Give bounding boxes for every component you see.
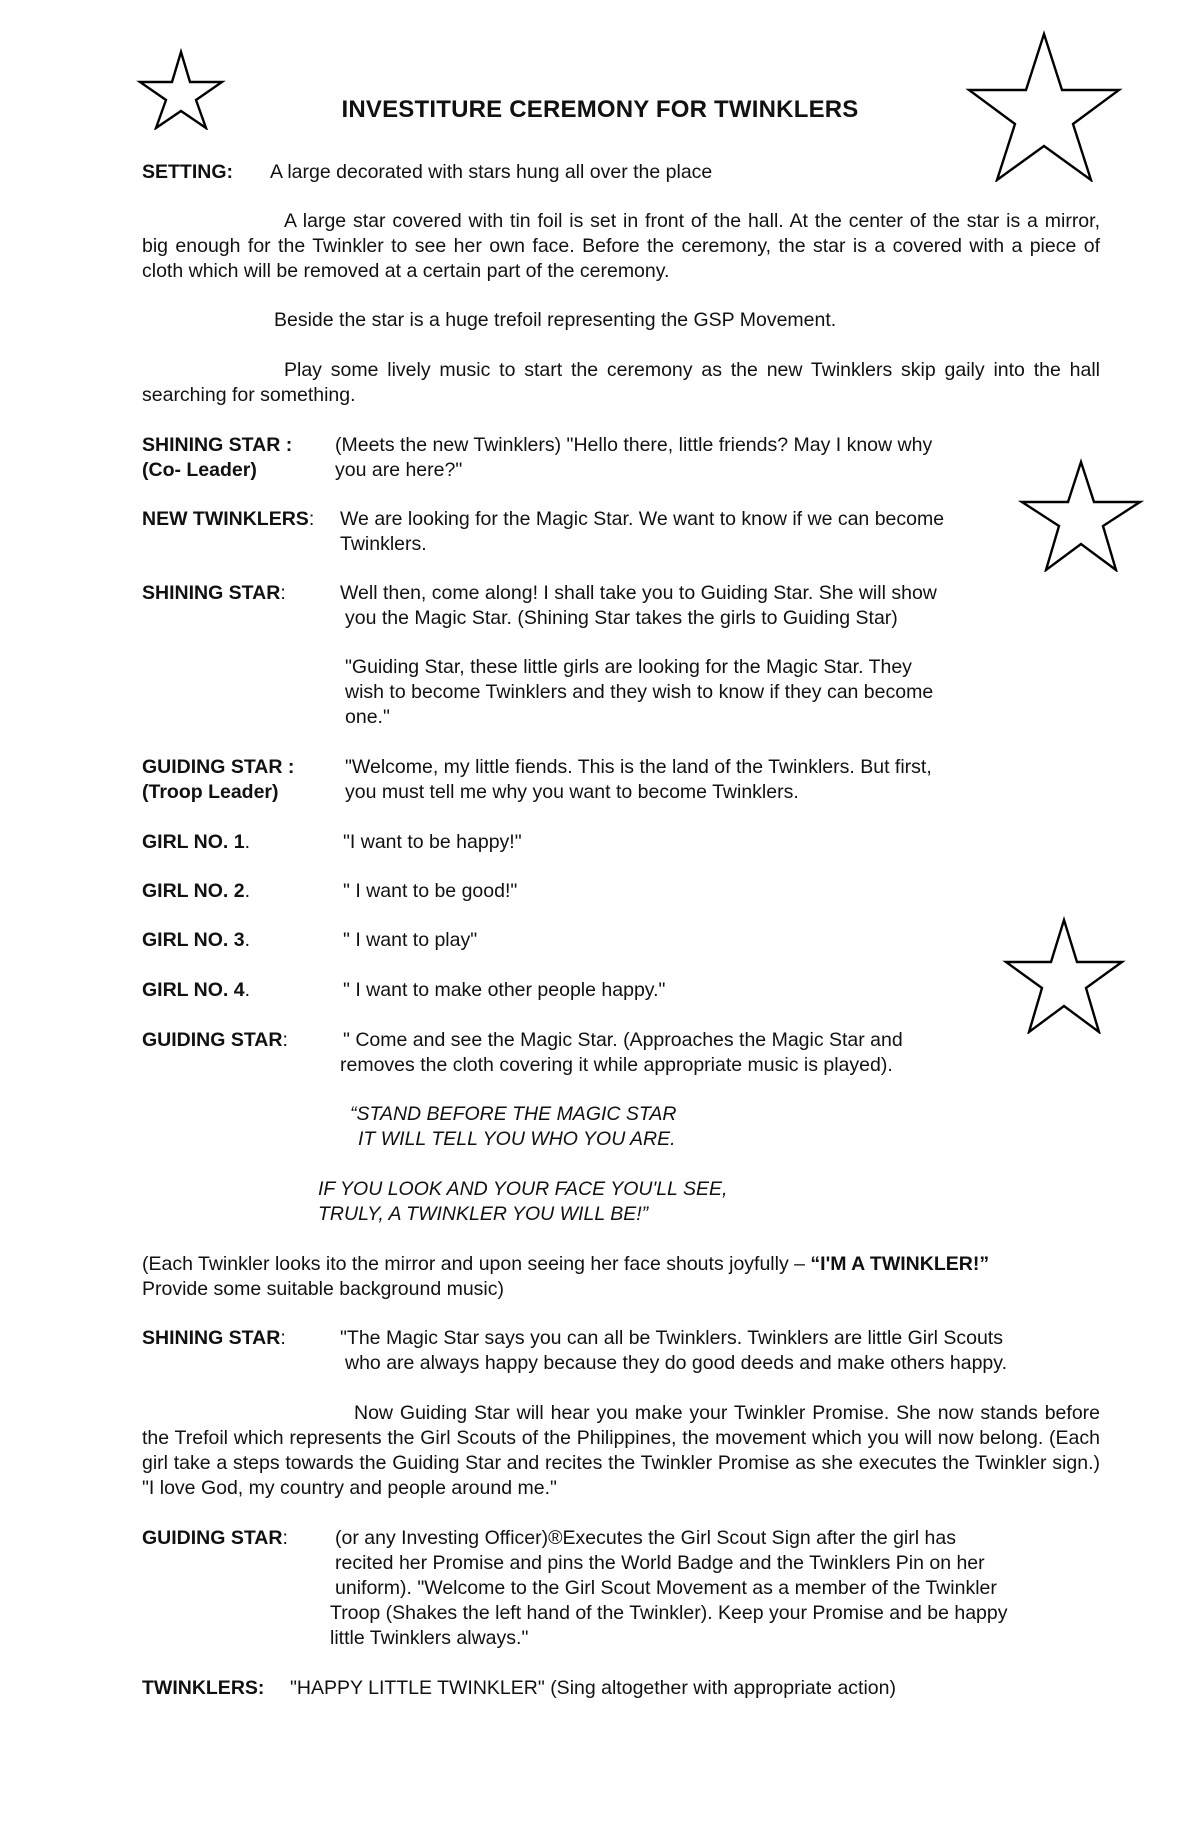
speaker-label: SHINING STAR: [142, 1327, 286, 1349]
verse-line: IF YOU LOOK AND YOUR FACE YOU'LL SEE, [318, 1178, 728, 1200]
speaker-label: GUIDING STAR: [142, 1527, 288, 1549]
verse-line: “STAND BEFORE THE MAGIC STAR [350, 1103, 677, 1125]
dialogue-line: (or any Investing Officer)®Executes the Girl Scout Sign after the girl has [335, 1527, 956, 1549]
dialogue-line: " I want to play" [343, 929, 478, 951]
setting-paragraph-1: A large star covered with tin foil is set in front of the hall. At the center of the star is a mirror, big enough for the Twinkler to see her own face. Before the ceremony, the star is a covered with a piece of cloth which will be removed at a certain part of the ceremony. [142, 210, 1100, 282]
speaker-label: SHINING STAR: [142, 582, 286, 604]
dialogue-line: " I want to make other people happy." [343, 979, 666, 1001]
dialogue-line: you the Magic Star. (Shining Star takes the girls to Guiding Star) [345, 607, 898, 629]
dialogue-line: uniform). "Welcome to the Girl Scout Movement as a member of the Twinkler [335, 1577, 997, 1599]
speaker-label: GUIDING STAR : [142, 756, 295, 778]
dialogue-line: "Guiding Star, these little girls are looking for the Magic Star. They [345, 656, 912, 678]
promise-paragraph: Now Guiding Star will hear you make your Twinkler Promise. She now stands before the Trefoil which represents the Girl Scouts of the Philippines, the movement which you will now belong. (Each girl take a steps towards the Guiding Star and recites the Twinkler Promise as she executes the Twinkler sign.) "I love God, my country and people around me." [142, 1402, 1100, 1499]
verse-line: IT WILL TELL YOU WHO YOU ARE. [358, 1128, 676, 1150]
speaker-label: SHINING STAR : [142, 434, 293, 456]
dialogue-line: Troop (Shakes the left hand of the Twinkler). Keep your Promise and be happy [330, 1602, 1008, 1624]
dialogue-line: "HAPPY LITTLE TWINKLER" (Sing altogether with appropriate action) [290, 1677, 896, 1699]
speaker-role: (Troop Leader) [142, 781, 279, 803]
dialogue-line: Twinklers. [340, 533, 427, 555]
speaker-label: GIRL NO. 3. [142, 929, 250, 951]
dialogue-line: little Twinklers always." [330, 1627, 529, 1649]
setting-label: SETTING: [142, 161, 233, 183]
dialogue-line: "I want to be happy!" [343, 831, 522, 853]
stage-direction: Provide some suitable background music) [142, 1278, 505, 1300]
dialogue-line: recited her Promise and pins the World Badge and the Twinklers Pin on her [335, 1552, 985, 1574]
dialogue-line: wish to become Twinklers and they wish to know if they can become [345, 681, 934, 703]
speaker-label: GUIDING STAR: [142, 1029, 288, 1051]
dialogue-line: removes the cloth covering it while appropriate music is played). [340, 1054, 893, 1076]
dialogue-line: "Welcome, my little fiends. This is the land of the Twinklers. But first, [345, 756, 932, 778]
speaker-label: NEW TWINKLERS: [142, 508, 315, 530]
star-icon-lower-right [1002, 916, 1126, 1034]
speaker-role: (Co- Leader) [142, 459, 257, 481]
dialogue-line: " I want to be good!" [343, 880, 518, 902]
dialogue-line: you are here?" [335, 459, 463, 481]
dialogue-line: "The Magic Star says you can all be Twinklers. Twinklers are little Girl Scouts [340, 1327, 1003, 1349]
dialogue-line: who are always happy because they do good deeds and make others happy. [345, 1352, 1008, 1374]
setting-paragraph-2: Beside the star is a huge trefoil representing the GSP Movement. [274, 309, 837, 331]
star-icon-middle-right [1018, 458, 1144, 572]
dialogue-line: We are looking for the Magic Star. We want to know if we can become [340, 508, 945, 530]
speaker-label: GIRL NO. 4. [142, 979, 250, 1001]
dialogue-line: " Come and see the Magic Star. (Approaches the Magic Star and [343, 1029, 903, 1051]
speaker-label: TWINKLERS: [142, 1677, 265, 1699]
setting-line: A large decorated with stars hung all over the place [270, 161, 713, 183]
page-title: INVESTITURE CEREMONY FOR TWINKLERS [341, 96, 859, 123]
setting-paragraph-3: Play some lively music to start the ceremony as the new Twinklers skip gaily into the hall searching for something. [142, 359, 1100, 406]
verse-line: TRULY, A TWINKLER YOU WILL BE!” [318, 1203, 649, 1225]
dialogue-line: Well then, come along! I shall take you to Guiding Star. She will show [340, 582, 937, 604]
stage-direction: (Each Twinkler looks ito the mirror and upon seeing her face shouts joyfully – “I'M A TWINKLER!” [142, 1253, 990, 1275]
dialogue-line: (Meets the new Twinklers) "Hello there, little friends? May I know why [335, 434, 933, 456]
speaker-label: GIRL NO. 1. [142, 831, 250, 853]
dialogue-line: one." [345, 706, 390, 728]
dialogue-line: you must tell me why you want to become Twinklers. [345, 781, 799, 803]
speaker-label: GIRL NO. 2. [142, 880, 250, 902]
